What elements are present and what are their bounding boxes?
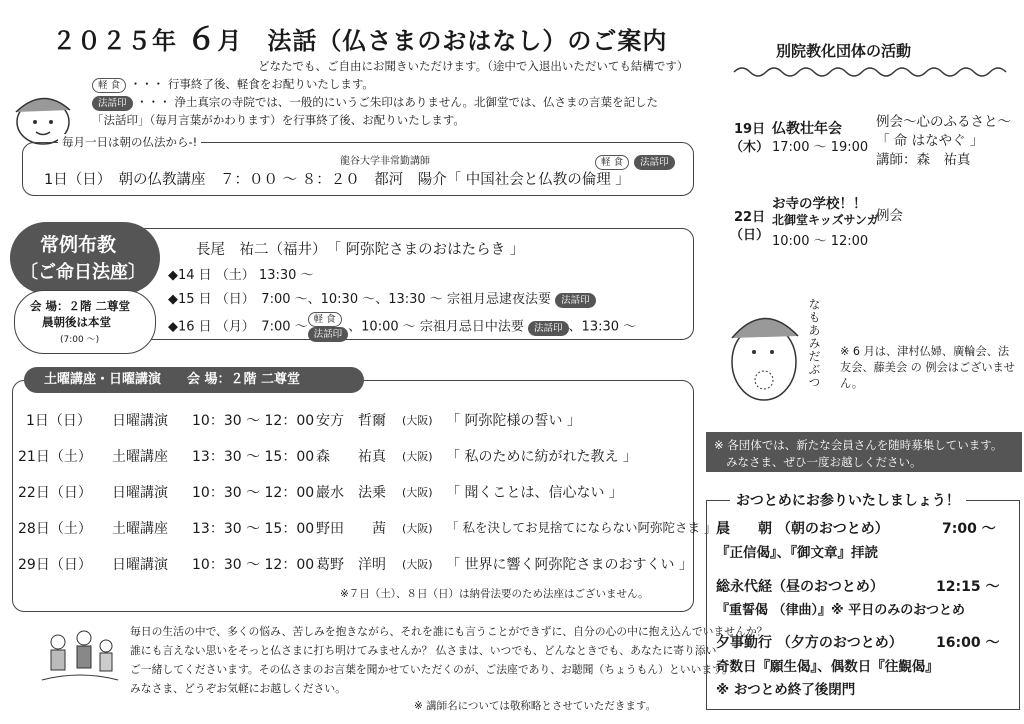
regular-date-2: ◆15 日 （日） 7:00 ～、10:30 ～、13:30 ～ 宗祖月忌逮夜法要 法話印 [168, 288, 596, 308]
wave-divider [730, 64, 1020, 80]
footer-text-1: 毎日の生活の中で、多くの悩み、苦しみを抱きながら、それを誰にも言うことができずに、自分の心の中に抱え込んでいませんか？ [130, 625, 768, 638]
event1-desc-2: 「 命 はなやぐ 」 [876, 133, 984, 149]
morning-tags: 軽 食 法話印 [595, 150, 675, 170]
regular-date-3: ◆16 日 （月） 7:00 ～ 軽 食 法話印 、10:00 ～ 宗祖月忌日中法要 法話印 、13:30 ～ [168, 314, 637, 340]
event2-desc: 例会 [876, 208, 903, 224]
houwain-tag: 法話印 [92, 96, 133, 111]
event2-date: 22日 [734, 210, 766, 225]
groups-heading: 別院教化団体の活動 [776, 42, 912, 60]
otsutome-line-2: 『正信偈』、『御文章』拝読 [716, 545, 878, 561]
recruit-line-1: ※ 各団体では、新たな会員さんを随時募集しています。 [714, 438, 1003, 452]
recruit-line-2: みなさま、ぜひ一度お越しください。 [726, 455, 922, 469]
event1-time: 17:00 ～ 19:00 [772, 140, 869, 155]
mascot-text: なもあみだぶつ [807, 298, 821, 389]
event2-dow: （日） [730, 228, 770, 243]
otsutome-line-3: 総永代経（昼のおつとめ） [716, 579, 884, 595]
otsutome-line-5: 夕事勤行 （夕方のおつとめ） [716, 635, 903, 651]
intro-line: どなたでも、ご自由にお聞きいただけます。（途中で入退出いただいても結構です） [258, 59, 689, 73]
houwain-line-2: 「法話印」（毎月言葉がかわります）を行事終了後、お配りいたします。 [92, 113, 465, 127]
light-meal-line: 軽 食 ・・・ 行事終了後、軽食をお配りいたします。 [92, 76, 374, 93]
groups-note: ※ 6 月は、津村仏婦、廣輪会、法友会、藤美会 の 例会はございません。 [840, 345, 1015, 390]
footer-text-2: 誰にも言えない思いをそっと仏さまに打ち明けてみませんか？ 仏さまは、いつでも、どんなときでも、あなたに寄り添い [130, 644, 717, 657]
event2-name-1: お寺の学校！！ [772, 196, 867, 212]
lecturer-title: 龍谷大学非常勤講師 [340, 156, 430, 167]
venue-line-2: 晨朝後は本堂 [42, 315, 111, 329]
event1-date: 19日 [734, 122, 766, 137]
otsutome-time-3: 16:00 ～ [936, 635, 1000, 651]
event1-name: 仏教壮年会 [772, 121, 842, 137]
otsutome-line-4: 『重誓偈 （律曲）』※ 平日のみのおつとめ [716, 603, 966, 618]
otsutome-heading: おつとめにお参りいたしましょう！ [730, 490, 966, 510]
otsutome-line-1: 晨 朝 （朝のおつとめ） [716, 521, 889, 537]
page-title: ２０２５年 ６月 法話（仏さまのおはなし）のご案内 [52, 22, 668, 57]
regular-heading: 常例布教 [40, 234, 117, 256]
venue-line-1: 会 場：２階 二尊堂 [30, 299, 131, 313]
otsutome-line-7: ※ おつとめ終了後閉門 [716, 682, 856, 698]
event1-desc-1: 例会～心のふるさと～ [876, 114, 1011, 130]
morning-caption: 毎月一日は朝の仏法から-! [58, 134, 201, 150]
otsutome-line-6: 奇数日『願生偈』、偶数日『往覲偈』 [716, 659, 939, 675]
footer-text-3: ご一緒してくださいます。その仏さまのお言葉を聞かせていただくのが、ご法座であり、お聴聞（ちょうもん）といいます。 [130, 663, 733, 676]
regular-subheading: 〔ご命日法座〕 [20, 262, 146, 283]
weekend-note: ※７日（土）、８日（日）は納骨法要のため法座はございません。 [340, 588, 649, 600]
otsutome-time-2: 12:15 ～ [936, 579, 1000, 595]
footer-note: ※ 講師名については敬称略とさせていただきます。 [414, 700, 657, 712]
event1-dow: （木） [730, 140, 770, 155]
regular-date-1: ◆14 日 （土） 13:30 ～ [168, 268, 314, 283]
event2-time: 10:00 ～ 12:00 [772, 234, 869, 249]
event1-desc-3: 講師：森 祐真 [876, 152, 971, 168]
light-meal-tag: 軽 食 [92, 78, 126, 93]
footer-text-4: みなさま、どうぞお気軽にお越しください。 [130, 682, 346, 695]
regular-speaker: 長尾 祐二（福井） 「 阿弥陀さまのおはたらき 」 [196, 242, 525, 258]
otsutome-time-1: 7:00 ～ [942, 521, 996, 537]
event2-name-2: 北御堂キッズサンガ [772, 213, 879, 227]
morning-lecture-line: 1日（日） 朝の仏教講座 ７：００ ～ ８：２０ 都河 陽介「 中国社会と仏教の倫理 」 [44, 172, 630, 188]
people-illustration [40, 624, 120, 686]
venue-line-3: (7:00 ～) [60, 335, 100, 345]
weekend-heading: 土曜講座・日曜講演 会 場：２階 二尊堂 [24, 367, 364, 393]
houwain-line: 法話印 ・・・ 浄土真宗の寺院では、一般的にいうご朱印はありません。北御堂では、仏さまの言葉を記した [92, 94, 658, 111]
